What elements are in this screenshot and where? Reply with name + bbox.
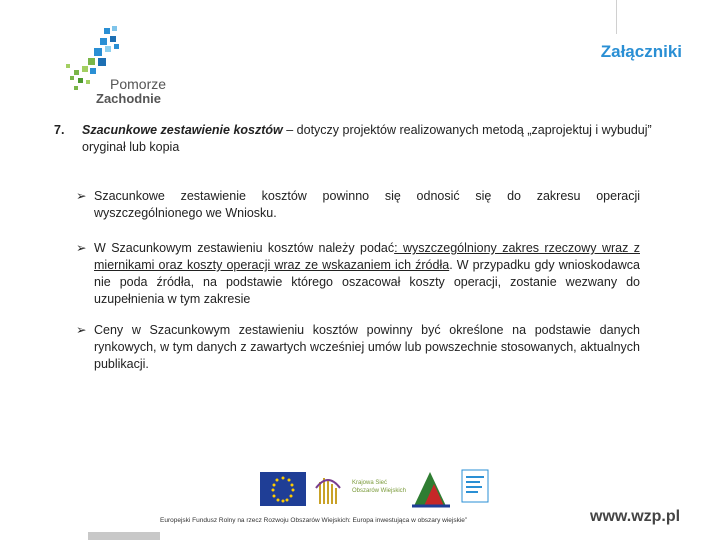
item-title-rest: – dotyczy projektów realizowanych metodą „zaprojektuj i wybuduj” oryginał lub kopia — [82, 123, 652, 154]
logo-text-zachodnie: Zachodnie — [96, 91, 162, 106]
arrow-bullet-icon: ➢ — [76, 323, 87, 337]
bullet-text-post: . W przypadku gdy wnioskodawca nie poda źródła, na podstawie którego oszacował koszty operacji, zostanie wezwany do uzupełnienia w tym zakresie — [94, 258, 640, 306]
bullet-text-pre: W Szacunkowym zestawieniu kosztów należy podać — [94, 241, 395, 255]
section-title: Załączniki — [600, 42, 682, 61]
bullet-text: Szacunkowe zestawienie kosztów powinno się odnosić się do zakresu operacji wyszczególnionego we Wniosku. — [94, 189, 640, 220]
item-title — [82, 122, 652, 156]
website-link[interactable]: www.wzp.pl — [590, 508, 681, 525]
funding-logos — [260, 466, 560, 512]
list-item — [76, 188, 640, 222]
top-divider-line — [616, 0, 617, 34]
bullet-text: Ceny w Szacunkowym zestawieniu kosztów powinny być określone na podstawie danych rynkowych, w tym danych z zawartych wcześniej umów lub powszechnie stosowanych, aktualnych publikacji. — [94, 323, 640, 371]
bullet-text — [94, 240, 640, 308]
item-number: 7. — [54, 123, 65, 137]
arrow-bullet-icon: ➢ — [76, 241, 87, 255]
arrow-bullet-icon: ➢ — [76, 189, 87, 203]
list-item — [76, 240, 640, 308]
prow-program-logo — [460, 468, 490, 508]
item-title-bold: Szacunkowe zestawienie kosztów — [82, 123, 283, 137]
footer-eafrd-text: Europejski Fundusz Rolny na rzecz Rozwoju Obszarów Wiejskich: Europa inwestująca w obszary wiejskie” — [160, 517, 468, 524]
list-item — [76, 322, 640, 373]
eu-flag-logo — [260, 472, 306, 506]
ksow-logo-text-1: Krajowa Sieć — [352, 480, 388, 486]
bottom-bar — [88, 532, 160, 540]
prow-logo — [410, 466, 456, 512]
ksow-logo-text-2: Obszarów Wiejskich — [352, 488, 407, 494]
bullet-text-underlined: : wyszczególniony zakres rzeczowy wraz z miernikami oraz koszty operacji wraz ze wskazaniem ich źródła — [94, 241, 640, 272]
logo-text-pomorze: Pomorze — [110, 76, 167, 92]
